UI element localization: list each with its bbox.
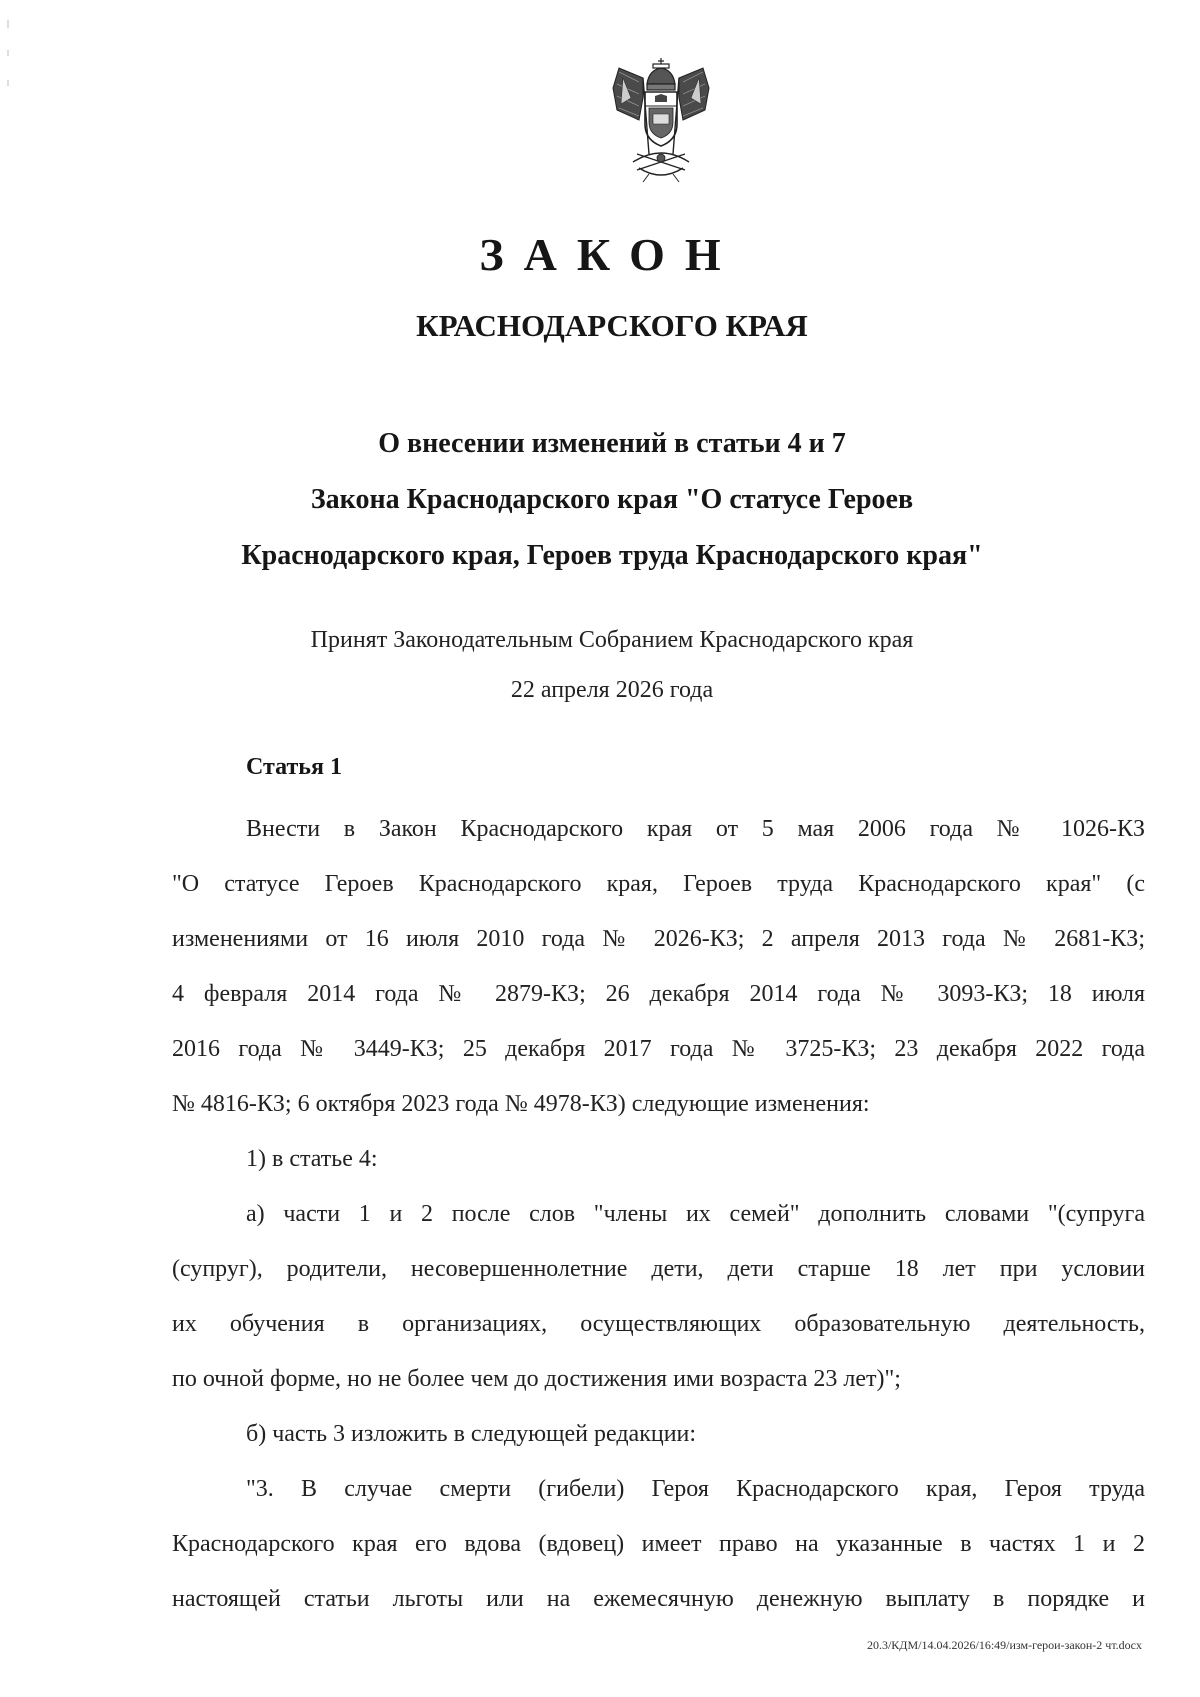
heading-line: Краснодарского края, Героев труда Краснодарского края" <box>241 540 983 571</box>
scan-margin-marks <box>6 20 10 100</box>
heading-line: Закона Краснодарского края "О статусе Героев <box>310 484 914 515</box>
body-line: изменениями от 16 июля 2010 года № 2026-КЗ; 2 апреля 2013 года № 2681-КЗ; <box>172 926 1145 952</box>
article-body <box>172 802 1145 1627</box>
document-subtitle: КРАСНОДАРСКОГО КРАЯ <box>416 308 808 343</box>
body-line: Внести в Закон Краснодарского края от 5 мая 2006 года № 1026-КЗ <box>246 816 1145 842</box>
adoption-note <box>0 615 1200 715</box>
document-footer-filename: 20.3/КДМ/14.04.2026/16:49/изм-герои-закон-2 чт.docx <box>866 1638 1142 1652</box>
body-line: "О статусе Героев Краснодарского края, Героев труда Краснодарского края" (с <box>172 871 1145 897</box>
body-line: Краснодарского края его вдова (вдовец) имеет право на указанные в частях 1 и 2 <box>172 1531 1145 1557</box>
heading-line: О внесении изменений в статьи 4 и 7 <box>378 428 846 459</box>
adoption-line: Принят Законодательным Собранием Краснодарского края <box>310 627 914 653</box>
article-title: Статья 1 <box>246 754 342 780</box>
body-line: а) части 1 и 2 после слов "члены их семей" дополнить словами "(супруга <box>246 1201 1145 1227</box>
body-line: б) часть 3 изложить в следующей редакции: <box>246 1421 697 1447</box>
adoption-date: 22 апреля 2026 года <box>510 677 714 703</box>
body-line: настоящей статьи льготы или на ежемесячную денежную выплату в порядке и <box>172 1586 1145 1612</box>
body-line: № 4816-КЗ; 6 октября 2023 года № 4978-КЗ) следующие изменения: <box>172 1091 870 1117</box>
krasnodar-coat-of-arms-emblem <box>609 58 713 186</box>
body-line: "3. В случае смерти (гибели) Героя Краснодарского края, Героя труда <box>246 1476 1145 1502</box>
body-line: по очной форме, но не более чем до достижения ими возраста 23 лет)"; <box>172 1366 901 1392</box>
body-line: 4 февраля 2014 года № 2879-КЗ; 26 декабря 2014 года № 3093-КЗ; 18 июля <box>172 981 1145 1007</box>
body-line: 2016 года № 3449-КЗ; 25 декабря 2017 года № 3725-КЗ; 23 декабря 2022 года <box>172 1036 1145 1062</box>
document-title: ЗАКОН <box>479 229 741 280</box>
law-heading <box>0 416 1200 584</box>
body-line: 1) в статье 4: <box>246 1146 378 1172</box>
body-line: их обучения в организациях, осуществляющих образовательную деятельность, <box>172 1311 1145 1337</box>
body-line: (супруг), родители, несовершеннолетние дети, дети старше 18 лет при условии <box>172 1256 1145 1282</box>
